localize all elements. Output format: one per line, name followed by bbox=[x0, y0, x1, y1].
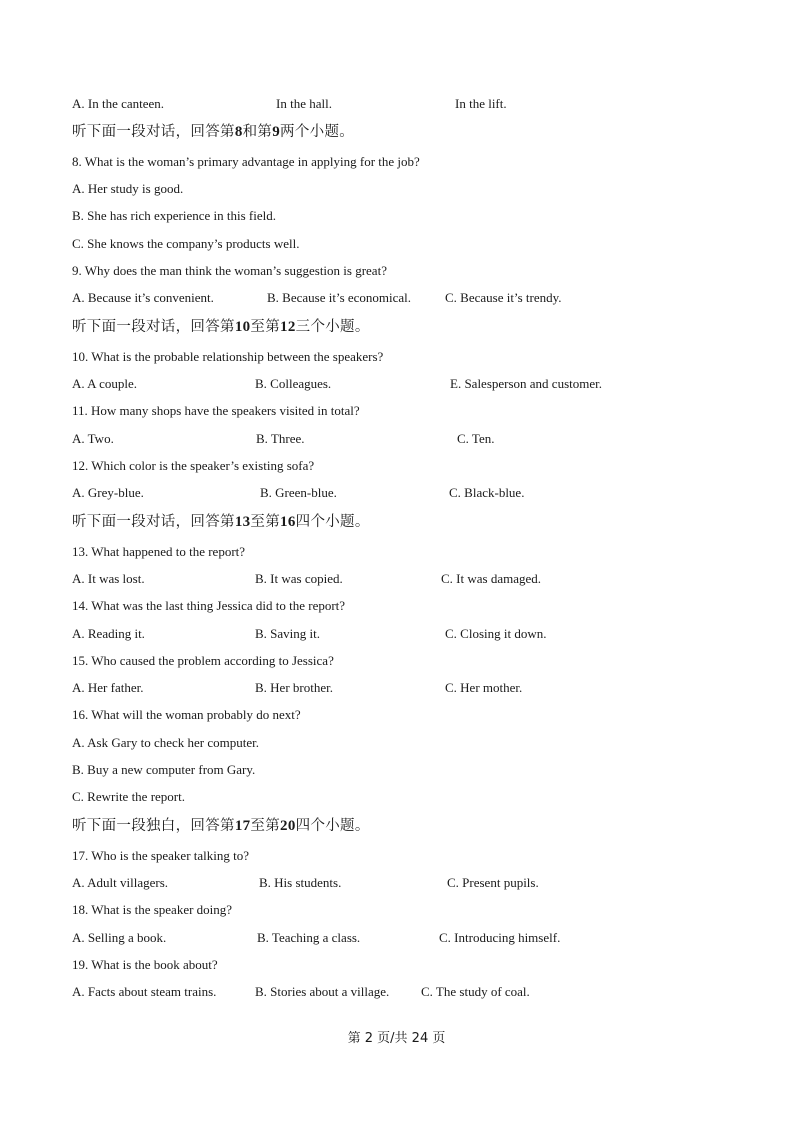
q17-option-b: B. His students. bbox=[259, 875, 342, 890]
question-14: 14. What was the last thing Jessica did to the report? bbox=[72, 598, 346, 613]
q18-option-b: B. Teaching a class. bbox=[257, 930, 361, 945]
q13-option-a: A. It was lost. bbox=[72, 571, 145, 586]
q7-option-c: In the lift. bbox=[455, 96, 507, 111]
heading-text: 四个小题。 bbox=[295, 818, 370, 834]
q10-option-b: B. Colleagues. bbox=[255, 376, 332, 391]
q14-option-c: C. Closing it down. bbox=[445, 626, 547, 641]
section-heading-13-16 bbox=[72, 513, 370, 531]
q14-option-a: A. Reading it. bbox=[72, 626, 145, 641]
heading-number: 16 bbox=[280, 514, 296, 530]
q19-option-b: B. Stories about a village. bbox=[255, 984, 390, 999]
heading-text: 听下面一段对话，回答第 bbox=[72, 514, 235, 530]
q17-option-c: C. Present pupils. bbox=[447, 875, 539, 890]
question-15: 15. Who caused the problem according to Jessica? bbox=[72, 653, 334, 668]
q16-option-a: A. Ask Gary to check her computer. bbox=[72, 735, 260, 750]
q13-option-b: B. It was copied. bbox=[255, 571, 343, 586]
q12-option-a: A. Grey-blue. bbox=[72, 485, 144, 500]
question-10: 10. What is the probable relationship between the speakers? bbox=[72, 349, 384, 364]
q7-option-a: A. In the canteen. bbox=[72, 96, 165, 111]
q8-option-c: C. She knows the company’s products well. bbox=[72, 236, 300, 251]
question-11: 11. How many shops have the speakers visited in total? bbox=[72, 403, 360, 418]
heading-text: 听下面一段对话，回答第 bbox=[72, 124, 235, 140]
q13-option-c: C. It was damaged. bbox=[441, 571, 542, 586]
heading-text: 三个小题。 bbox=[295, 319, 370, 335]
section-heading-8-9 bbox=[72, 123, 354, 141]
question-13: 13. What happened to the report? bbox=[72, 544, 246, 559]
heading-text: 四个小题。 bbox=[295, 514, 370, 530]
heading-text: 和第 bbox=[242, 124, 273, 140]
q9-option-a: A. Because it’s convenient. bbox=[72, 290, 214, 305]
q14-option-b: B. Saving it. bbox=[255, 626, 321, 641]
q11-option-a: A. Two. bbox=[72, 431, 114, 446]
q15-option-c: C. Her mother. bbox=[445, 680, 523, 695]
question-9: 9. Why does the man think the woman’s suggestion is great? bbox=[72, 263, 387, 278]
question-12: 12. Which color is the speaker’s existing sofa? bbox=[72, 458, 315, 473]
heading-number: 17 bbox=[234, 818, 251, 834]
heading-text: 至第 bbox=[250, 319, 281, 335]
page-number: 第 2 页/共 24 页 bbox=[347, 1031, 446, 1046]
q16-option-b: B. Buy a new computer from Gary. bbox=[72, 762, 256, 777]
heading-text: 至第 bbox=[250, 818, 281, 834]
q17-option-a: A. Adult villagers. bbox=[72, 875, 169, 890]
q15-option-a: A. Her father. bbox=[72, 680, 144, 695]
q16-option-c: C. Rewrite the report. bbox=[72, 789, 185, 804]
question-16: 16. What will the woman probably do next? bbox=[72, 707, 301, 722]
q15-option-b: B. Her brother. bbox=[255, 680, 333, 695]
heading-number: 8 bbox=[234, 124, 243, 140]
question-18: 18. What is the speaker doing? bbox=[72, 902, 233, 917]
q9-option-b: B. Because it’s economical. bbox=[267, 290, 412, 305]
heading-number: 9 bbox=[272, 124, 281, 140]
heading-text: 听下面一段独白，回答第 bbox=[72, 818, 235, 834]
question-19: 19. What is the book about? bbox=[72, 957, 218, 972]
q12-option-b: B. Green-blue. bbox=[260, 485, 337, 500]
q10-option-a: A. A couple. bbox=[72, 376, 137, 391]
section-heading-10-12 bbox=[72, 318, 370, 336]
heading-text: 至第 bbox=[250, 514, 281, 530]
heading-text: 两个小题。 bbox=[280, 124, 355, 140]
question-17: 17. Who is the speaker talking to? bbox=[72, 848, 250, 863]
q7-option-b: In the hall. bbox=[276, 96, 332, 111]
section-heading-17-20 bbox=[72, 817, 370, 835]
q18-option-a: A. Selling a book. bbox=[72, 930, 167, 945]
heading-number: 10 bbox=[234, 319, 251, 335]
heading-number: 12 bbox=[280, 319, 296, 335]
q19-option-a: A. Facts about steam trains. bbox=[72, 984, 217, 999]
q19-option-c: C. The study of coal. bbox=[421, 984, 530, 999]
heading-number: 13 bbox=[234, 514, 251, 530]
q9-option-c: C. Because it’s trendy. bbox=[445, 290, 562, 305]
question-8: 8. What is the woman’s primary advantage in applying for the job? bbox=[72, 154, 420, 169]
q12-option-c: C. Black-blue. bbox=[449, 485, 525, 500]
q11-option-b: B. Three. bbox=[256, 431, 305, 446]
q10-option-c: E. Salesperson and customer. bbox=[450, 376, 602, 391]
heading-number: 20 bbox=[280, 818, 296, 834]
q11-option-c: C. Ten. bbox=[457, 431, 495, 446]
q8-option-b: B. She has rich experience in this field. bbox=[72, 208, 276, 223]
q18-option-c: C. Introducing himself. bbox=[439, 930, 561, 945]
heading-text: 听下面一段对话，回答第 bbox=[72, 319, 235, 335]
q8-option-a: A. Her study is good. bbox=[72, 181, 184, 196]
